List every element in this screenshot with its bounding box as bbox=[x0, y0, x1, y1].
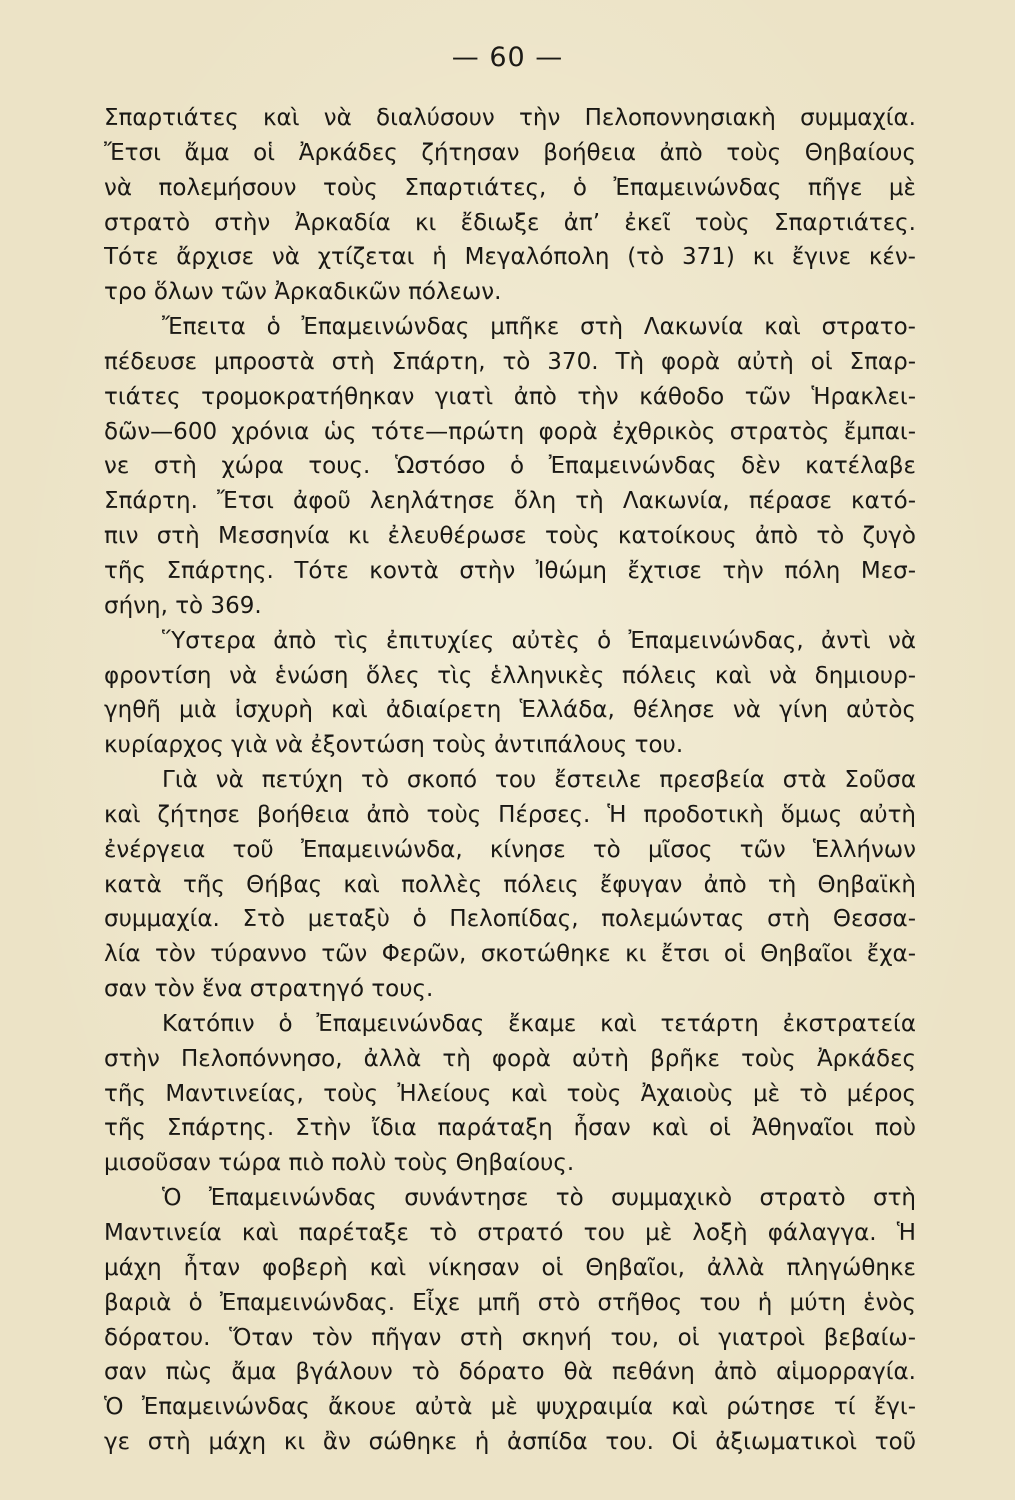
text-line: Ἔτσι ἄμα οἱ Ἀρκάδες ζήτησαν βοήθεια ἀπὸ τοὺς Θηβαίους bbox=[104, 139, 916, 166]
text-line: λία τὸν τύραννο τῶν Φερῶν, σκοτώθηκε κι ἔτσι οἱ Θηβαῖοι ἔχα- bbox=[104, 941, 916, 968]
text-line: Κατόπιν ὁ Ἐπαμεινώνδας ἔκαμε καὶ τετάρτη ἐκστρατεία bbox=[162, 1010, 916, 1037]
text-line: δόρατου. Ὅταν τὸν πῆγαν στὴ σκηνή του, οἱ γιατροὶ βεβαίω- bbox=[104, 1324, 916, 1351]
text-line: νὰ πολεμήσουν τοὺς Σπαρτιάτες, ὁ Ἐπαμεινώνδας πῆγε μὲ bbox=[104, 174, 916, 201]
text-line: Ἔπειτα ὁ Ἐπαμεινώνδας μπῆκε στὴ Λακωνία καὶ στρατο- bbox=[162, 314, 916, 341]
text-line: τῆς Μαντινείας, τοὺς Ἠλείους καὶ τοὺς Ἀχαιοὺς μὲ τὸ μέρος bbox=[104, 1080, 916, 1107]
text-line: Ὕστερα ἀπὸ τὶς ἐπιτυχίες αὐτὲς ὁ Ἐπαμεινώνδας, ἀντὶ νὰ bbox=[162, 627, 916, 654]
text-line: συμμαχία. Στὸ μεταξὺ ὁ Πελοπίδας, πολεμώντας στὴ Θεσσα- bbox=[104, 906, 916, 933]
text-line: σαν τὸν ἕνα στρατηγό τους. bbox=[104, 976, 434, 1003]
text-line: βαριὰ ὁ Ἐπαμεινώνδας. Εἶχε μπῆ στὸ στῆθος του ἡ μύτη ἑνὸς bbox=[104, 1289, 916, 1316]
text-line: στρατὸ στὴν Ἀρκαδία κι ἔδιωξε ἀπ’ ἐκεῖ τοὺς Σπαρτιάτες. bbox=[104, 209, 916, 236]
text-line: ἐνέργεια τοῦ Ἐπαμεινώνδα, κίνησε τὸ μῖσος τῶν Ἑλλήνων bbox=[104, 836, 916, 863]
text-body bbox=[104, 101, 916, 1460]
text-line: τρο ὅλων τῶν Ἀρκαδικῶν πόλεων. bbox=[104, 279, 502, 306]
text-line: πιν στὴ Μεσσηνία κι ἐλευθέρωσε τοὺς κατοίκους ἀπὸ τὸ ζυγὸ bbox=[104, 523, 916, 550]
text-line: γε στὴ μάχη κι ἂν σώθηκε ἡ ἀσπίδα του. Οἱ ἀξιωματικοὶ τοῦ bbox=[104, 1429, 916, 1456]
text-line: πέδευσε μπροστὰ στὴ Σπάρτη, τὸ 370. Τὴ φορὰ αὐτὴ οἱ Σπαρ- bbox=[104, 348, 916, 375]
text-line: Ὁ Ἐπαμεινώνδας συνάντησε τὸ συμμαχικὸ στρατὸ στὴ bbox=[162, 1185, 916, 1212]
text-line: κυρίαρχος γιὰ νὰ ἐξοντώση τοὺς ἀντιπάλους του. bbox=[104, 732, 684, 759]
text-line: Γιὰ νὰ πετύχη τὸ σκοπό του ἔστειλε πρεσβεία στὰ Σοῦσα bbox=[162, 767, 916, 794]
text-line: καὶ ζήτησε βοήθεια ἀπὸ τοὺς Πέρσες. Ἡ προδοτικὴ ὅμως αὐτὴ bbox=[104, 801, 916, 828]
text-line: τῆς Σπάρτης. Στὴν ἴδια παράταξη ἦσαν καὶ οἱ Ἀθηναῖοι ποὺ bbox=[104, 1115, 916, 1142]
text-line: κατὰ τῆς Θήβας καὶ πολλὲς πόλεις ἔφυγαν ἀπὸ τὴ Θηβαϊκὴ bbox=[104, 871, 916, 898]
page-number: — 60 — bbox=[451, 42, 564, 73]
text-line: τιάτες τρομοκρατήθηκαν γιατὶ ἀπὸ τὴν κάθοδο τῶν Ἡρακλει- bbox=[104, 383, 916, 410]
text-line: Ὁ Ἐπαμεινώνδας ἄκουε αὐτὰ μὲ ψυχραιμία καὶ ρώτησε τί ἔγι- bbox=[104, 1394, 916, 1421]
text-line: μισοῦσαν τώρα πιὸ πολὺ τοὺς Θηβαίους. bbox=[104, 1150, 575, 1177]
text-line: σαν πὼς ἄμα βγάλουν τὸ δόρατο θὰ πεθάνη ἀπὸ αἱμορραγία. bbox=[104, 1359, 916, 1386]
text-line: Μαντινεία καὶ παρέταξε τὸ στρατό του μὲ λοξὴ φάλαγγα. Ἡ bbox=[104, 1220, 916, 1246]
text-line: δῶν—600 χρόνια ὡς τότε—πρώτη φορὰ ἐχθρικὸς στρατὸς ἔμπαι- bbox=[104, 418, 916, 445]
text-line: Σπάρτη. Ἔτσι ἀφοῦ λεηλάτησε ὅλη τὴ Λακωνία, πέρασε κατό- bbox=[104, 488, 916, 515]
text-line: Σπαρτιάτες καὶ νὰ διαλύσουν τὴν Πελοποννησιακὴ συμμαχία. bbox=[104, 105, 916, 131]
text-line: νε στὴ χώρα τους. Ὡστόσο ὁ Ἐπαμεινώνδας δὲν κατέλαβε bbox=[104, 453, 916, 480]
text-line: Τότε ἄρχισε νὰ χτίζεται ἡ Μεγαλόπολη (τὸ 371) κι ἔγινε κέν- bbox=[104, 244, 916, 271]
text-line: φροντίση νὰ ἑνώση ὅλες τὶς ἑλληνικὲς πόλεις καὶ νὰ δημιουρ- bbox=[104, 662, 916, 689]
text-line: γηθῆ μιὰ ἰσχυρὴ καὶ ἀδιαίρετη Ἑλλάδα, θέλησε νὰ γίνη αὐτὸς bbox=[104, 697, 916, 724]
text-line: μάχη ἦταν φοβερὴ καὶ νίκησαν οἱ Θηβαῖοι, ἀλλὰ πληγώθηκε bbox=[104, 1254, 916, 1281]
text-line: στὴν Πελοπόννησο, ἀλλὰ τὴ φορὰ αὐτὴ βρῆκε τοὺς Ἀρκάδες bbox=[104, 1045, 916, 1072]
text-line: τῆς Σπάρτης. Τότε κοντὰ στὴν Ἰθώμη ἔχτισε τὴν πόλη Μεσ- bbox=[104, 557, 916, 584]
text-line: σήνη, τὸ 369. bbox=[104, 592, 262, 619]
